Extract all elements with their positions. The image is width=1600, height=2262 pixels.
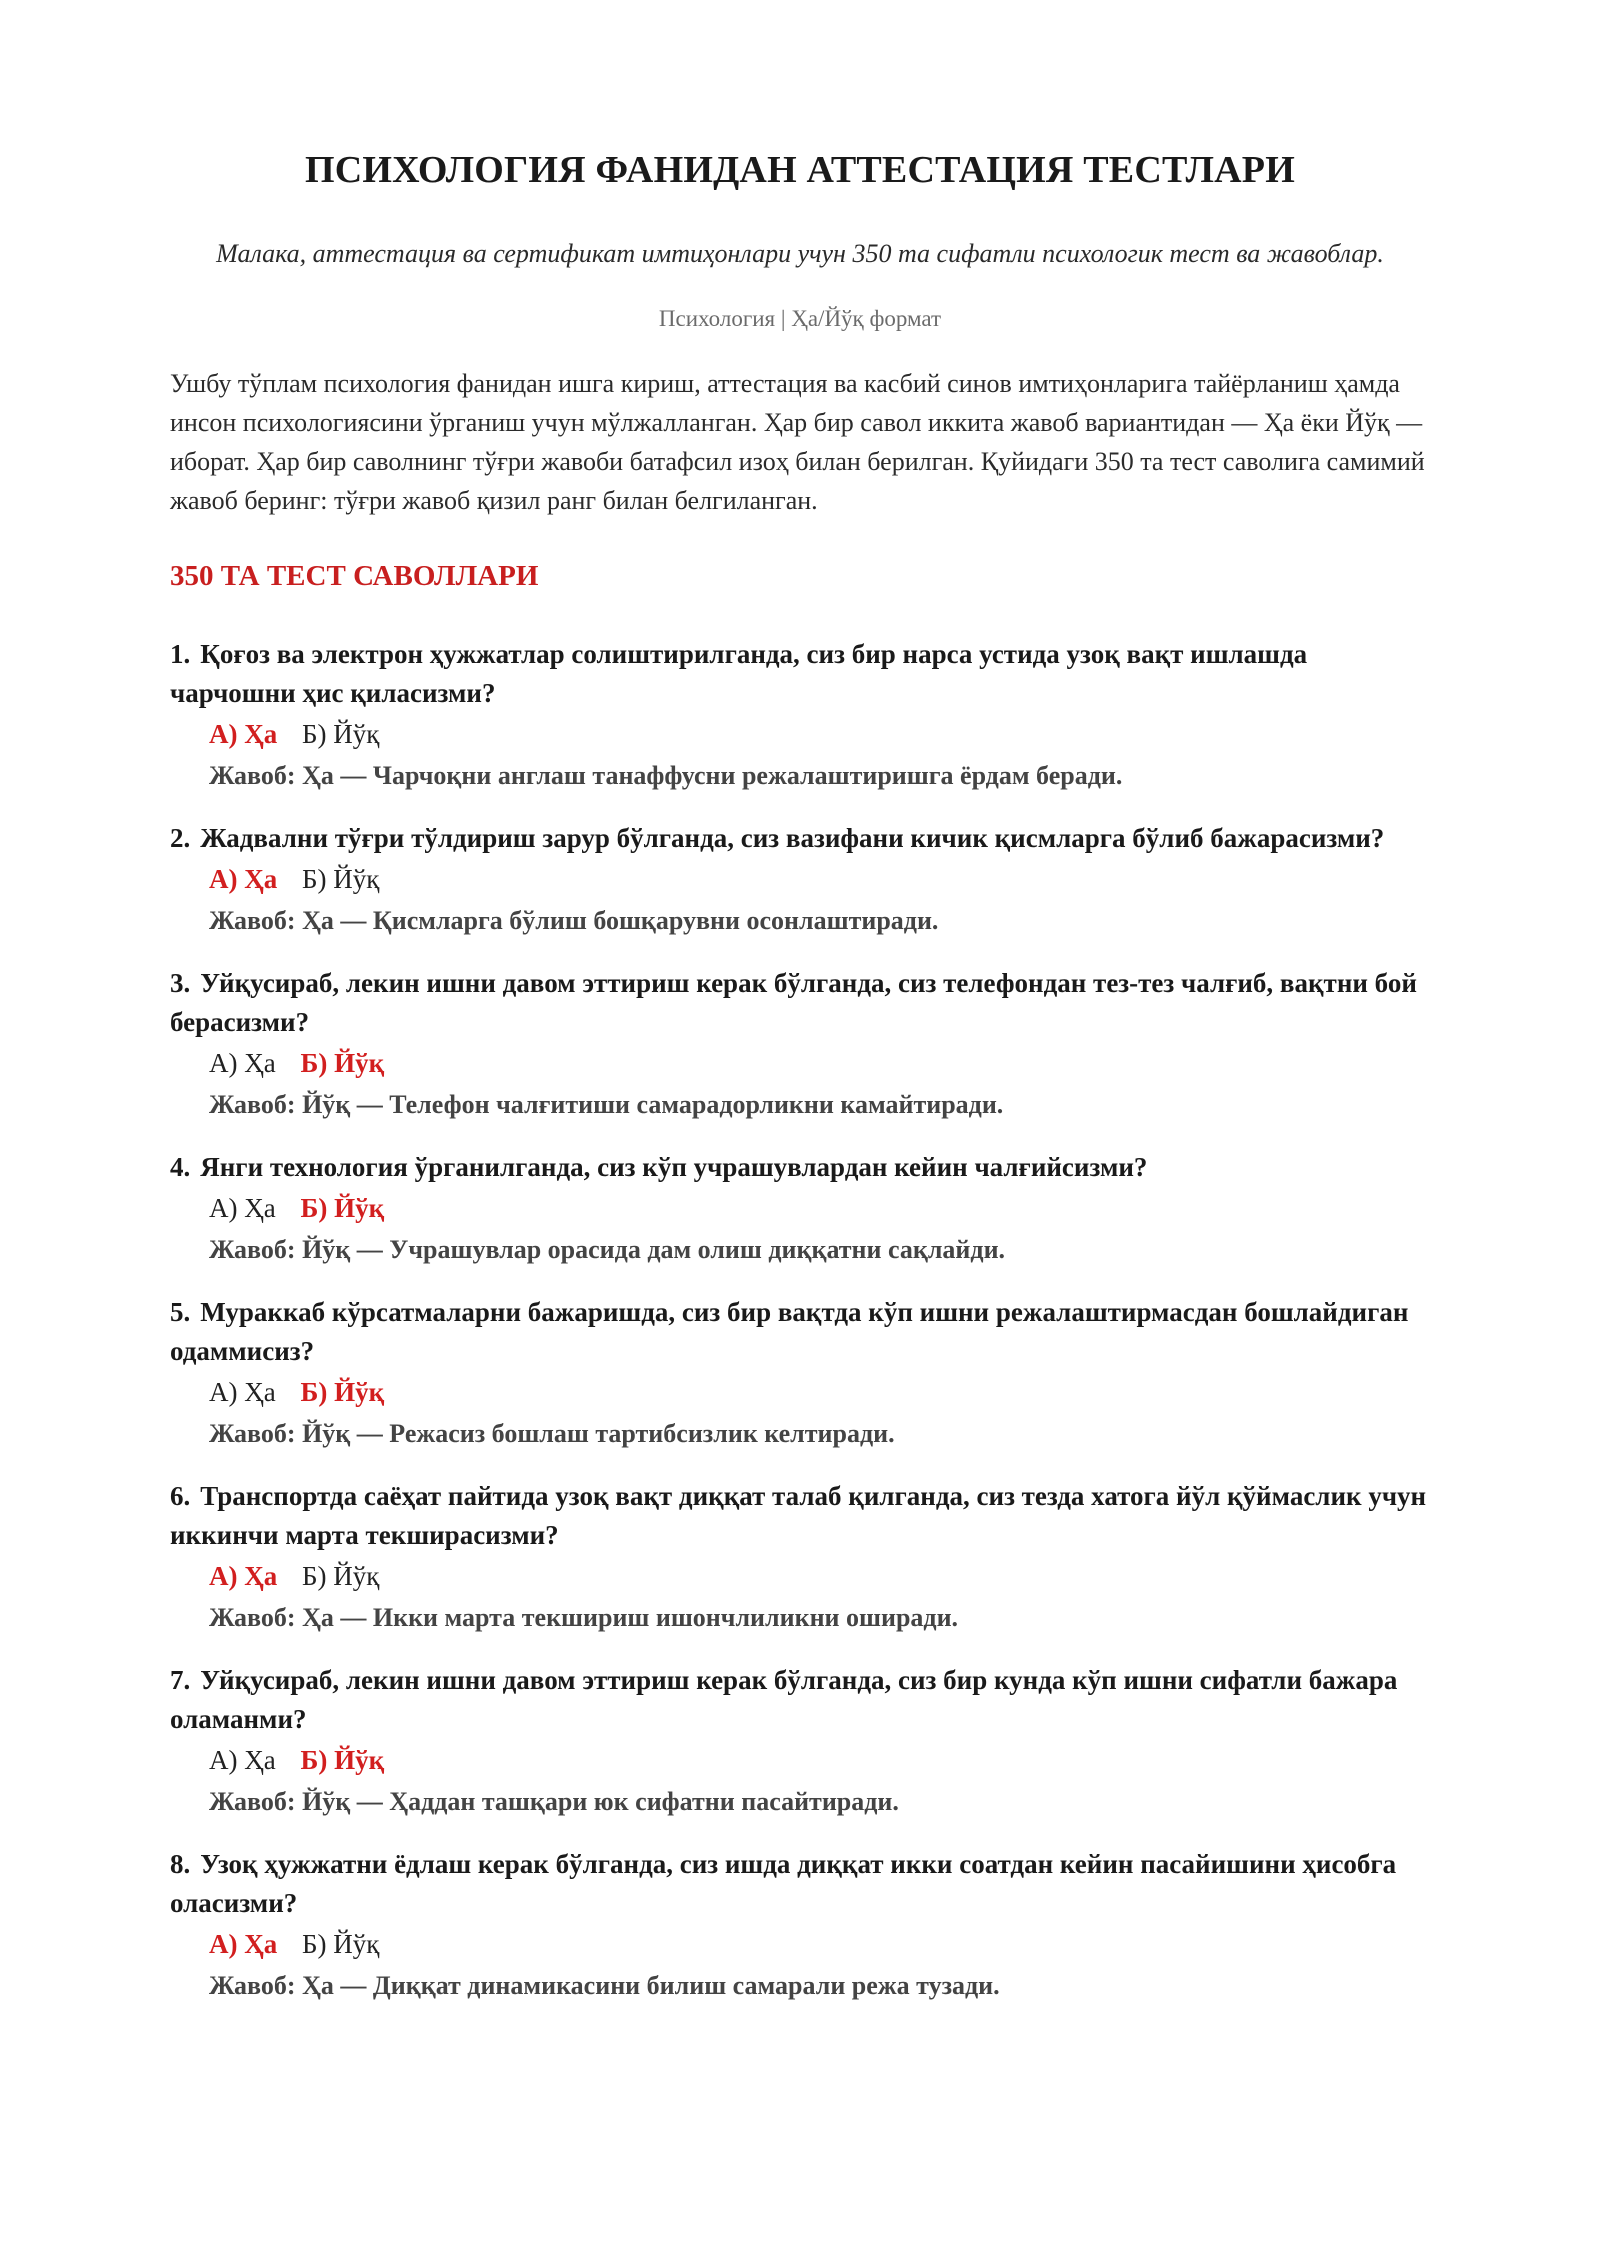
question-text: Уйқусираб, лекин ишни давом эттириш керак бўлганда, сиз бир кунда кўп ишни сифатли бажара оламанми? xyxy=(170,1665,1398,1734)
question-number: 1. xyxy=(170,639,191,669)
question-item xyxy=(170,1148,1430,1271)
document-subtitle: Малака, аттестация ва сертификат имтиҳонлари учун 350 та сифатли психологик тест ва жавоблар. xyxy=(216,239,1384,268)
answer-explanation: Жавоб: Ҳа — Чарчоқни англаш танаффусни режалаштиришга ёрдам беради. xyxy=(209,761,1123,790)
option-a[interactable]: А) Ҳа xyxy=(209,1561,278,1591)
question-item xyxy=(170,1477,1430,1639)
question-text: Уйқусираб, лекин ишни давом эттириш керак бўлганда, сиз телефондан тез-тез чалғиб, вақтни бой берасизми? xyxy=(170,968,1417,1037)
question-item xyxy=(170,1845,1430,2007)
question-item xyxy=(170,1661,1430,1823)
question-item xyxy=(170,964,1430,1126)
answer-options xyxy=(209,713,1430,755)
answer-explanation: Жавоб: Йўқ — Телефон чалғитиши самарадорликни камайтиради. xyxy=(209,1090,1004,1119)
question-item xyxy=(170,1293,1430,1455)
option-b[interactable]: Б) Йўқ xyxy=(302,1561,380,1591)
answer-options xyxy=(209,1042,1430,1084)
question-text-block xyxy=(170,819,1430,858)
document-title: ПСИХОЛОГИЯ ФАНИДАН АТТЕСТАЦИЯ ТЕСТЛАРИ xyxy=(305,149,1295,191)
option-b[interactable]: Б) Йўқ xyxy=(300,1377,385,1407)
option-a[interactable]: А) Ҳа xyxy=(209,1048,276,1078)
question-text: Қоғоз ва электрон ҳужжатлар солиштирилганда, сиз бир нарса устида узоқ вақт ишлашда чарчошни ҳис қиласизми? xyxy=(170,639,1308,708)
question-text: Узоқ ҳужжатни ёдлаш керак бўлганда, сиз ишда диққат икки соатдан кейин пасайишини ҳисобга оласизми? xyxy=(170,1849,1397,1918)
document-meta: Психология | Ҳа/Йўқ формат xyxy=(658,306,942,331)
option-a[interactable]: А) Ҳа xyxy=(209,1377,276,1407)
question-number: 4. xyxy=(170,1152,191,1182)
question-number: 7. xyxy=(170,1665,191,1695)
option-a[interactable]: А) Ҳа xyxy=(209,1745,276,1775)
answer-options xyxy=(209,1371,1430,1413)
option-a[interactable]: А) Ҳа xyxy=(209,719,278,749)
question-text: Жадвални тўғри тўлдириш зарур бўлганда, сиз вазифани кичик қисмларга бўлиб бажарасизми? xyxy=(200,823,1385,853)
option-b[interactable]: Б) Йўқ xyxy=(300,1048,385,1078)
option-b[interactable]: Б) Йўқ xyxy=(302,1929,380,1959)
answer-explanation: Жавоб: Ҳа — Қисмларга бўлиш бошқарувни осонлаштиради. xyxy=(209,906,939,935)
answer-explanation: Жавоб: Йўқ — Режасиз бошлаш тартибсизлик келтиради. xyxy=(209,1419,895,1448)
question-text-block xyxy=(170,1148,1430,1187)
option-b[interactable]: Б) Йўқ xyxy=(302,864,380,894)
answer-options xyxy=(209,1187,1430,1229)
question-text-block xyxy=(170,635,1430,713)
answer-options xyxy=(209,1923,1430,1965)
option-b[interactable]: Б) Йўқ xyxy=(300,1193,385,1223)
option-b[interactable]: Б) Йўқ xyxy=(302,719,380,749)
question-text-block xyxy=(170,1661,1430,1739)
question-text: Транспортда саёҳат пайтида узоқ вақт диққат талаб қилганда, сиз тезда хатога йўл қўймаслик учун иккинчи марта текширасизми? xyxy=(170,1481,1427,1550)
intro-paragraph: Ушбу тўплам психология фанидан ишга кириш, аттестация ва касбий синов имтиҳонларига тайёрланиш ҳамда инсон психологиясини ўрганиш учун мўлжалланган. Ҳар бир савол иккита жавоб вариантидан — Ҳа ёки Йўқ — иборат. Ҳар бир саволнинг тўғри жавоби батафсил изоҳ билан берилган. Қуйидаги 350 та тест саволига самимий жавоб беринг: тўғри жавоб қизил ранг билан белгиланган. xyxy=(170,369,1425,515)
answer-explanation: Жавоб: Йўқ — Ҳаддан ташқари юк сифатни пасайтиради. xyxy=(209,1787,899,1816)
question-text: Янги технология ўрганилганда, сиз кўп учрашувлардан кейин чалғийсизми? xyxy=(200,1152,1148,1182)
question-text: Мураккаб кўрсатмаларни бажаришда, сиз бир вақтда кўп ишни режалаштирмасдан бошлайдиган одаммисиз? xyxy=(170,1297,1409,1366)
question-number: 2. xyxy=(170,823,191,853)
option-a[interactable]: А) Ҳа xyxy=(209,1193,276,1223)
question-text-block xyxy=(170,1293,1430,1371)
answer-options xyxy=(209,1739,1430,1781)
option-a[interactable]: А) Ҳа xyxy=(209,864,278,894)
section-title: 350 ТА ТЕСТ САВОЛЛАРИ xyxy=(170,560,539,592)
question-text-block xyxy=(170,1477,1430,1555)
answer-options xyxy=(209,1555,1430,1597)
question-number: 3. xyxy=(170,968,191,998)
answer-explanation: Жавоб: Йўқ — Учрашувлар орасида дам олиш диққатни сақлайди. xyxy=(209,1235,1006,1264)
question-text-block xyxy=(170,1845,1430,1923)
question-number: 8. xyxy=(170,1849,191,1879)
answer-options xyxy=(209,858,1430,900)
answer-explanation: Жавоб: Ҳа — Икки марта текшириш ишончлиликни оширади. xyxy=(209,1603,959,1632)
option-a[interactable]: А) Ҳа xyxy=(209,1929,278,1959)
question-item xyxy=(170,819,1430,942)
question-list xyxy=(170,635,1430,2007)
question-item xyxy=(170,635,1430,797)
question-text-block xyxy=(170,964,1430,1042)
question-number: 5. xyxy=(170,1297,191,1327)
question-number: 6. xyxy=(170,1481,191,1511)
option-b[interactable]: Б) Йўқ xyxy=(300,1745,385,1775)
answer-explanation: Жавоб: Ҳа — Диққат динамикасини билиш самарали режа тузади. xyxy=(209,1971,1000,2000)
